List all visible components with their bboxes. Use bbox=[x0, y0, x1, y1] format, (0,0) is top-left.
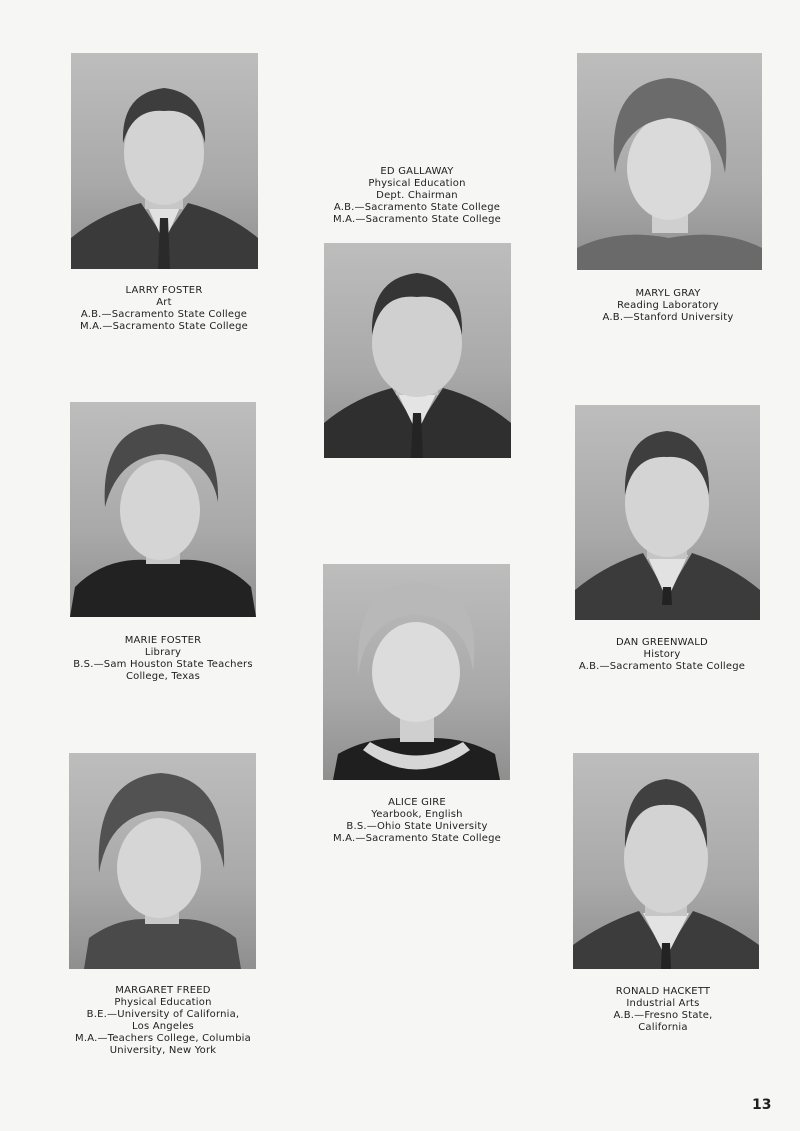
woman-portrait-icon bbox=[577, 53, 762, 270]
portrait-ed-gallaway bbox=[324, 243, 511, 458]
caption-ronald-hackett bbox=[563, 986, 763, 1034]
caption-dan-greenwald bbox=[562, 637, 762, 673]
person-name: ALICE GIRE bbox=[388, 797, 446, 808]
person-detail: A.B.—Sacramento State College bbox=[578, 661, 746, 672]
person-detail: University, New York bbox=[109, 1045, 217, 1056]
person-name: ED GALLAWAY bbox=[380, 166, 454, 177]
person-detail: B.E.—University of California, bbox=[86, 1009, 240, 1020]
caption-alice-gire bbox=[317, 797, 517, 845]
man-portrait-icon bbox=[71, 53, 258, 269]
portrait-margaret-freed bbox=[69, 753, 256, 969]
person-detail: M.A.—Sacramento State College bbox=[79, 321, 249, 332]
caption-larry-foster bbox=[64, 285, 264, 333]
portrait-alice-gire bbox=[323, 564, 510, 780]
woman-portrait-icon bbox=[323, 564, 510, 780]
person-name: MARGARET FREED bbox=[115, 985, 211, 996]
person-detail: College, Texas bbox=[125, 671, 201, 682]
person-detail: Physical Education bbox=[368, 178, 466, 189]
person-detail: B.S.—Sam Houston State Teachers bbox=[73, 659, 253, 670]
person-detail: A.B.—Sacramento State College bbox=[333, 202, 501, 213]
person-detail: Library bbox=[144, 647, 182, 658]
woman-portrait-icon bbox=[70, 402, 256, 617]
person-detail: Reading Laboratory bbox=[617, 300, 719, 311]
person-detail: M.A.—Teachers College, Columbia bbox=[75, 1033, 251, 1044]
person-detail: A.B.—Fresno State, bbox=[613, 1010, 713, 1021]
man-portrait-icon bbox=[573, 753, 759, 969]
person-detail: Los Angeles bbox=[132, 1021, 194, 1032]
caption-marie-foster bbox=[63, 635, 263, 683]
person-detail: A.B.—Sacramento State College bbox=[80, 309, 248, 320]
person-detail: M.A.—Sacramento State College bbox=[332, 214, 502, 225]
person-name: DAN GREENWALD bbox=[616, 637, 708, 648]
person-detail: California bbox=[638, 1022, 688, 1033]
person-detail: Physical Education bbox=[114, 997, 212, 1008]
person-name: MARIE FOSTER bbox=[124, 635, 202, 646]
caption-ed-gallaway bbox=[317, 166, 517, 226]
person-detail: Industrial Arts bbox=[626, 998, 700, 1009]
person-detail: Dept. Chairman bbox=[376, 190, 458, 201]
person-detail: A.B.—Stanford University bbox=[602, 312, 734, 323]
caption-maryl-gray bbox=[568, 288, 768, 324]
person-detail: B.S.—Ohio State University bbox=[346, 821, 488, 832]
portrait-larry-foster bbox=[71, 53, 258, 269]
woman-portrait-icon bbox=[69, 753, 256, 969]
portrait-ronald-hackett bbox=[573, 753, 759, 969]
person-detail: Yearbook, English bbox=[371, 809, 463, 820]
person-name: MARYL GRAY bbox=[635, 288, 701, 299]
portrait-marie-foster bbox=[70, 402, 256, 617]
person-name: LARRY FOSTER bbox=[125, 285, 203, 296]
person-detail: History bbox=[643, 649, 681, 660]
portrait-maryl-gray bbox=[577, 53, 762, 270]
page-number: 13 bbox=[752, 1097, 772, 1113]
person-detail: Art bbox=[156, 297, 172, 308]
person-name: RONALD HACKETT bbox=[615, 986, 711, 997]
man-portrait-icon bbox=[575, 405, 760, 620]
person-detail: M.A.—Sacramento State College bbox=[332, 833, 502, 844]
caption-margaret-freed bbox=[63, 985, 263, 1057]
man-portrait-icon bbox=[324, 243, 511, 458]
portrait-dan-greenwald bbox=[575, 405, 760, 620]
